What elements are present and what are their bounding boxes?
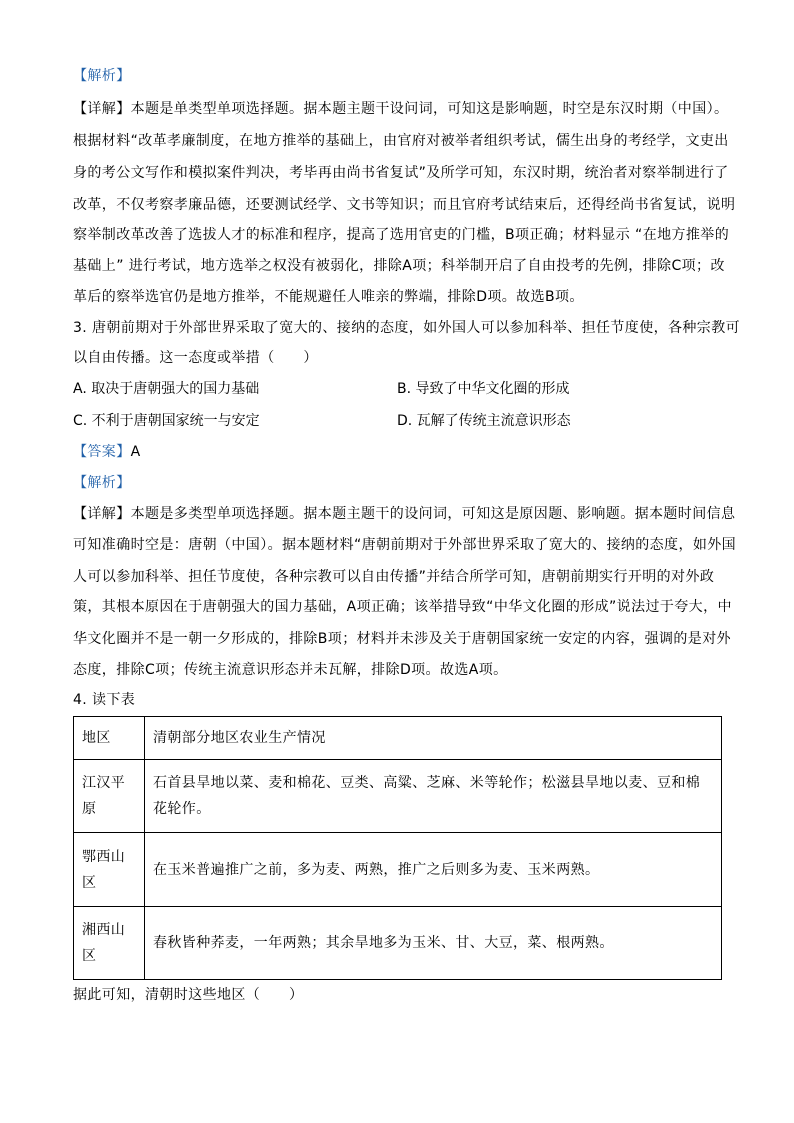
question-4-prompt: 据此可知，清朝时这些地区（ ） xyxy=(73,987,304,1003)
detail-line: 华文化圈并不是一朝一夕形成的，排除B项；材料并未涉及关于唐朝国家统一安定的内容，强调的是对外 xyxy=(73,631,732,647)
region-cell: 湘西山 区 xyxy=(74,907,145,980)
question-3-stem: 3. 唐朝前期对于外部世界采取了宽大的、接纳的态度，如外国人可以参加科举、担任节度使，各种宗教可 xyxy=(73,320,741,336)
content-cell: 春秋皆种荞麦，一年两熟；其余旱地多为玉米、甘、大豆，菜、根两熟。 xyxy=(145,907,722,980)
detail-line: 态度，排除C项；传统主流意识形态并未瓦解，排除D项。故选A项。 xyxy=(73,662,508,678)
detail-line: 察举制改革改善了选拔人才的标准和程序，提高了选用官吏的门槛，B项正确；材料显示 “在地方推举的 xyxy=(73,227,730,243)
detail-line: 身的考公文写作和模拟案件判决，考毕再由尚书省复试”及所学可知，东汉时期，统治者对察举制进行了 xyxy=(73,165,729,181)
detail-line: 可知准确时空是：唐朝（中国）。据本题材料“唐朝前期对于外部世界采取了宽大的、接纳的态度，如外国 xyxy=(73,537,737,553)
answer-tag: 【答案】 xyxy=(73,444,131,460)
answer-line xyxy=(73,442,725,462)
option-b: B. 导致了中华文化圈的形成 xyxy=(397,381,570,397)
table-header-cell: 清朝部分地区农业生产情况 xyxy=(145,717,722,760)
detail-line: 【详解】本题是多类型单项选择题。据本题主题干的设问词，可知这是原因题、影响题。据本题时间信息 xyxy=(73,506,736,522)
option-d: D. 瓦解了传统主流意识形态 xyxy=(397,413,571,429)
option-c: C. 不利于唐朝国家统一与安定 xyxy=(73,413,260,429)
table-row xyxy=(74,907,722,980)
question-4-stem: 4. 读下表 xyxy=(73,692,136,708)
region-cell: 鄂西山 区 xyxy=(74,833,145,907)
agriculture-table xyxy=(73,716,722,980)
analysis-tag: 【解析】 xyxy=(73,68,131,84)
table-row xyxy=(74,760,722,833)
content-cell: 在玉米普遍推广之前，多为麦、两熟，推广之后则多为麦、玉米两熟。 xyxy=(145,833,722,907)
detail-line: 根据材料“改革孝廉制度，在地方推举的基础上，由官府对被举者组织考试，儒生出身的考经学，文吏出 xyxy=(73,133,729,149)
question-3-stem: 以自由传播。这一态度或举措（ ） xyxy=(73,350,318,366)
detail-line: 人可以参加科举、担任节度使，各种宗教可以自由传播”并结合所学可知，唐朝前期实行开明的对外政 xyxy=(73,569,715,585)
region-cell: 江汉平 原 xyxy=(74,760,145,833)
detail-line: 【详解】本题是单类型单项选择题。据本题主题干设问词，可知这是影响题，时空是东汉时期（中国）。 xyxy=(73,101,729,117)
table-row xyxy=(74,833,722,907)
detail-line: 基础上” 进行考试，地方选举之权没有被弱化，排除A项；科举制开启了自由投考的先例，排除C项；改 xyxy=(73,258,725,274)
analysis-tag: 【解析】 xyxy=(73,475,131,491)
content-cell: 石首县旱地以菜、麦和棉花、豆类、高粱、芝麻、米等轮作；松滋县旱地以麦、豆和棉花轮作。 xyxy=(145,760,722,833)
detail-line: 革后的察举选官仍是地方推举，不能规避任人唯亲的弊端，排除D项。故选B项。 xyxy=(73,289,584,305)
detail-line: 改革，不仅考察孝廉品德，还要测试经学、文书等知识；而且官府考试结束后，还得经尚书省复试，说明 xyxy=(73,197,736,213)
option-a: A. 取决于唐朝强大的国力基础 xyxy=(73,381,260,397)
answer-value: A xyxy=(130,444,141,460)
table-header-cell: 地区 xyxy=(74,717,145,760)
table-header-row xyxy=(74,717,722,760)
detail-line: 策，其根本原因在于唐朝强大的国力基础，A项正确；该举措导致“中华文化圈的形成”说法过于夸大，中 xyxy=(73,599,732,615)
